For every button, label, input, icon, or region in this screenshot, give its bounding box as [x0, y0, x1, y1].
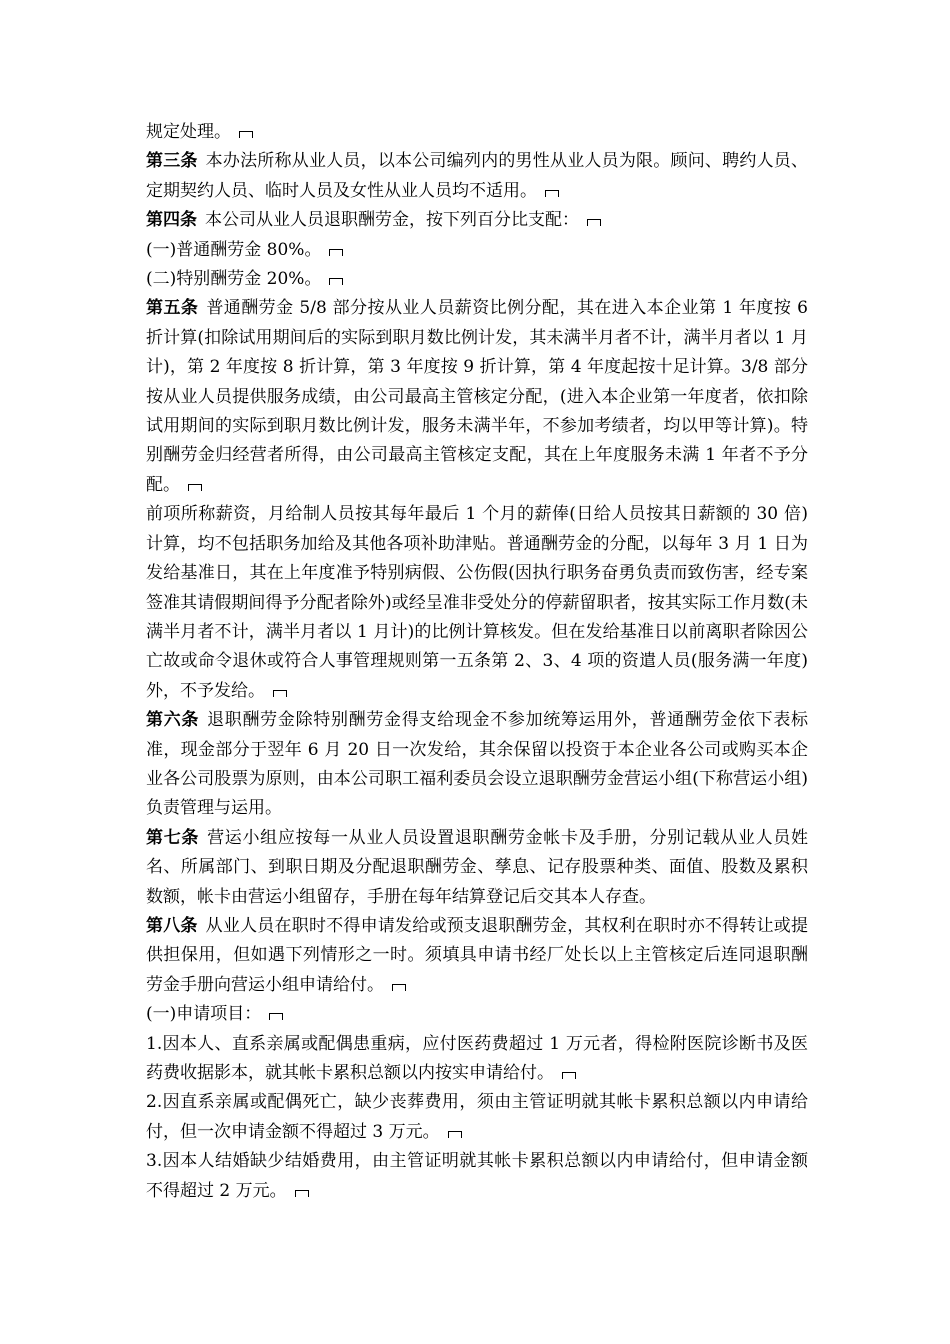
paragraph: [146, 1000, 808, 1029]
paragraph-mark-icon: [587, 219, 601, 226]
paragraph: [146, 206, 808, 235]
paragraph-text: 营运小组应按每一从业人员设置退职酬劳金帐卡及手册，分别记载从业人员姓名、所属部门、到职日期及分配退职酬劳金、孳息、记存股票种类、面值、股数及累积数额，帐卡由营运小组留存，手册在每年结算登记后交其本人存查。: [146, 827, 809, 907]
paragraph-mark-icon: [188, 484, 202, 491]
paragraph: [146, 912, 808, 1000]
paragraph: [146, 500, 808, 706]
document-page: [146, 118, 808, 1206]
paragraph-text: (一)普通酬劳金 80%。: [146, 239, 322, 260]
article-heading: 第五条: [146, 298, 199, 319]
paragraph-text: 前项所称薪资，月给制人员按其每年最后 1 个月的薪俸(日给人员按其日薪额的 30 倍)计算，均不包括职务加给及其他各项补助津贴。普通酬劳金的分配，以每年 3 月 1 日为发给基准日，其在上年度准予特别病假、公伤假(因执行职务奋勇负责而致伤害，经专案签准其请假期间得予分配者除外)或经呈准非受处分的停薪留职者，按其实际工作月数(未满半月者不计，满半月者以 1 月计)的比例计算核发。但在发给基准日以前离职者除因公亡故或命令退休或符合人事管理规则第一五条第 2、3、4 项的资遣人员(服务满一年度)外，不予发给。: [146, 504, 808, 701]
paragraph: [146, 1088, 808, 1147]
paragraph-mark-icon: [329, 278, 343, 285]
paragraph-mark-icon: [329, 249, 343, 256]
paragraph-text: 普通酬劳金 5/8 部分按从业人员薪资比例分配，其在进入本企业第 1 年度按 6 折计算(扣除试用期间后的实际到职月数比例计发，其未满半月者不计，满半月者以 1 月计)，第 2 年度按 8 折计算，第 3 年度按 9 折计算，第 4 年度起按十足计算。3/8 部分按从业人员提供服务成绩，由公司最高主管核定分配，(进入本企业第一年度者，依扣除试用期间的实际到职月数比例计发，服务未满半年，不参加考绩者，均以甲等计算)。特别酬劳金归经营者所得，由公司最高主管核定支配，其在上年度服务未满 1 年者不予分配。: [146, 298, 808, 495]
paragraph: [146, 706, 808, 824]
paragraph: [146, 1030, 808, 1089]
article-heading: 第三条: [146, 151, 198, 172]
paragraph-mark-icon: [295, 1190, 309, 1197]
paragraph-text: 2.因直系亲属或配偶死亡，缺少丧葬费用，须由主管证明就其帐卡累积总额以内申请给付，但一次申请金额不得超过 3 万元。: [146, 1092, 808, 1142]
article-heading: 第四条: [146, 210, 197, 231]
paragraph: [146, 1147, 808, 1206]
paragraph: [146, 236, 808, 265]
paragraph-mark-icon: [269, 1013, 283, 1020]
article-heading: 第六条: [146, 710, 200, 731]
paragraph-text: (二)特别酬劳金 20%。: [146, 269, 322, 290]
paragraph-mark-icon: [392, 984, 406, 991]
paragraph-mark-icon: [545, 190, 559, 197]
paragraph-mark-icon: [273, 690, 287, 697]
article-heading: 第八条: [146, 915, 198, 936]
paragraph-text: 本公司从业人员退职酬劳金，按下列百分比支配：: [205, 210, 579, 231]
paragraph-text: 退职酬劳金除特别酬劳金得支给现金不参加统筹运用外，普通酬劳金依下表标准，现金部分于翌年 6 月 20 日一次发给，其余保留以投资于本企业各公司或购买本企业各公司股票为原则，由本公司职工福利委员会设立退职酬劳金营运小组(下称营运小组)负责管理与运用。: [146, 710, 809, 819]
paragraph: [146, 118, 808, 147]
paragraph: [146, 294, 808, 500]
paragraph-text: 从业人员在职时不得申请发给或预支退职酬劳金，其权利在职时亦不得转让或提供担保用，但如遇下列情形之一时。须填具申请书经厂处长以上主管核定后连同退职酬劳金手册向营运小组申请给付。: [146, 915, 809, 995]
paragraph-text: 规定处理。: [146, 122, 231, 142]
paragraph-text: (一)申请项目：: [146, 1004, 262, 1025]
paragraph: [146, 824, 808, 912]
paragraph-mark-icon: [239, 131, 253, 138]
paragraph-text: 3.因本人结婚缺少结婚费用，由主管证明就其帐卡累积总额以内申请给付，但申请金额不得超过 2 万元。: [146, 1151, 808, 1201]
article-heading: 第七条: [146, 827, 200, 848]
paragraph-text: 本办法所称从业人员，以本公司编列内的男性从业人员为限。顾问、聘约人员、定期契约人员、临时人员及女性从业人员均不适用。: [146, 151, 809, 201]
paragraph: [146, 265, 808, 294]
paragraph-text: 1.因本人、直系亲属或配偶患重病，应付医药费超过 1 万元者，得检附医院诊断书及医药费收据影本，就其帐卡累积总额以内按实申请给付。: [146, 1033, 808, 1083]
paragraph-mark-icon: [448, 1131, 462, 1138]
paragraph: [146, 147, 808, 206]
paragraph-mark-icon: [562, 1072, 576, 1079]
